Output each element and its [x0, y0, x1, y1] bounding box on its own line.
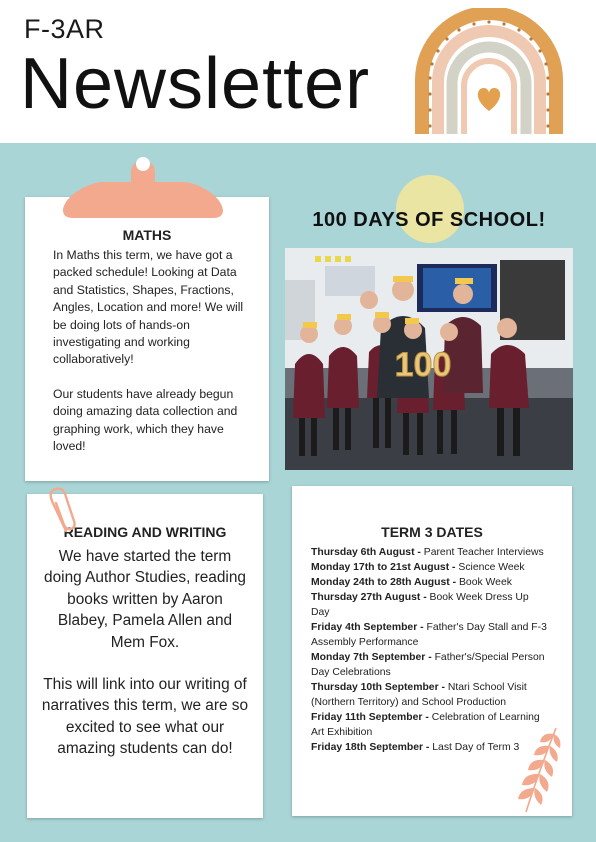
- term-date-item: [311, 575, 548, 590]
- balloon-number: 100: [394, 346, 452, 384]
- term-date-item: [311, 590, 548, 620]
- term-date-event: Father's Day Stall and F-3 Assembly Performance: [311, 622, 547, 648]
- leaf-icon: [512, 724, 566, 814]
- term-date-event: Ntari School Visit (Northern Territory) and School Production: [311, 682, 527, 708]
- maths-card: [25, 197, 269, 481]
- header: [0, 0, 596, 143]
- term-date-event: Book Week: [458, 577, 512, 588]
- term-date-item: [311, 560, 548, 575]
- term-date-event: Father's/Special Person Day Celebrations: [311, 652, 545, 678]
- term-date-label: Monday 7th September -: [311, 652, 435, 663]
- term-date-item: [311, 620, 548, 650]
- term-date-label: Thursday 10th September -: [311, 682, 448, 693]
- term-date-label: Friday 11th September -: [311, 712, 432, 723]
- term-date-item: [311, 650, 548, 680]
- term-date-label: Thursday 6th August -: [311, 547, 424, 558]
- reading-writing-card: [27, 494, 263, 818]
- clipboard-clip-icon: [63, 150, 223, 220]
- term-date-label: Monday 24th to 28th August -: [311, 577, 459, 588]
- term-date-event: Science Week: [458, 562, 525, 573]
- term-date-label: Friday 4th September -: [311, 622, 427, 633]
- reading-body: [41, 546, 249, 781]
- term-date-label: Thursday 27th August -: [311, 592, 430, 603]
- maths-heading: MATHS: [122, 227, 172, 243]
- term-date-event: Celebration of Learning Art Exhibition: [311, 712, 540, 738]
- term-date-label: Friday 18th September -: [311, 742, 433, 753]
- class-label: F-3AR: [24, 14, 105, 44]
- term-dates-heading: TERM 3 DATES: [381, 524, 483, 540]
- page-title: Newsletter: [20, 44, 371, 124]
- term-date-event: Book Week Dress Up Day: [311, 592, 529, 618]
- term-date-event: Last Day of Term 3: [432, 742, 520, 753]
- rainbow-icon: [414, 8, 564, 138]
- term-date-label: Monday 17th to 21st August -: [311, 562, 459, 573]
- photo-title: 100 DAYS OF SCHOOL!: [312, 209, 546, 231]
- paperclip-icon: [44, 487, 78, 533]
- reading-paragraph-1: We have started the term doing Author Studies, reading books written by Aaron Blabey, Pamela Allen and Mem Fox.: [44, 548, 246, 651]
- maths-paragraph-1: In Maths this term, we have got a packed schedule! Looking at Data and Statistics, Shapes, Fractions, Angles, Location and more! We will be doing lots of hands-on investigating and working collaboratively!: [53, 248, 244, 367]
- maths-paragraph-2: Our students have already begun doing amazing data collection and graphing work, which they have loved!: [53, 386, 238, 454]
- reading-paragraph-2: This will link into our writing of narratives this term, we are so excited to see what our amazing students can do!: [41, 676, 249, 758]
- reading-heading: READING AND WRITING: [63, 524, 227, 540]
- term-date-item: [311, 545, 548, 560]
- class-photo: [285, 248, 573, 470]
- term-date-item: [311, 680, 548, 710]
- maths-body: [53, 247, 259, 472]
- photo-card: [283, 197, 575, 473]
- term-date-event: Parent Teacher Interviews: [423, 547, 544, 558]
